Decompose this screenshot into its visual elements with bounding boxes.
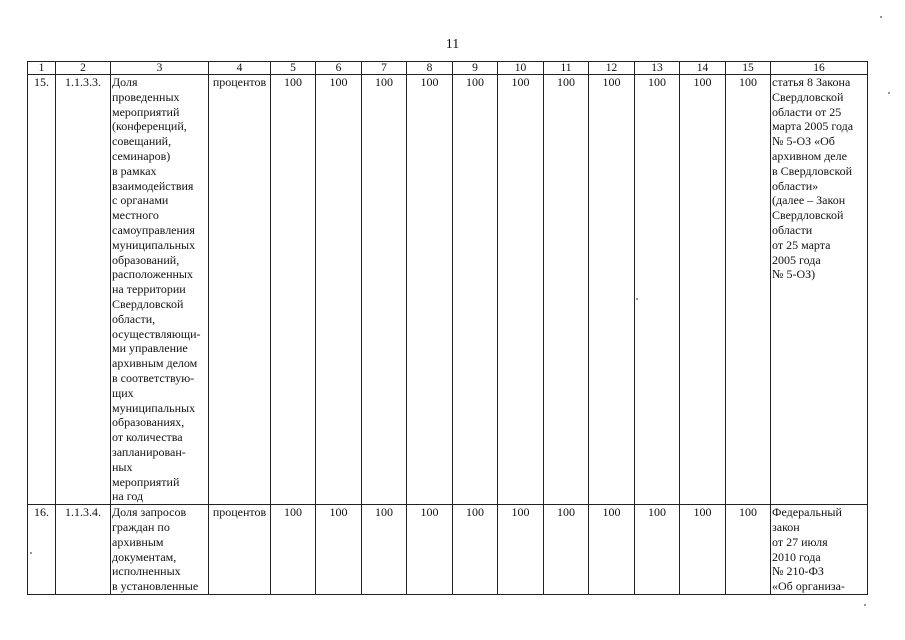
column-header: 8: [407, 62, 453, 75]
header-row: [28, 62, 868, 75]
value-cell: 100: [271, 75, 316, 505]
value-cell: 100: [726, 505, 771, 595]
scan-speck: [880, 16, 882, 18]
value-cell: 100: [498, 505, 544, 595]
value-cell: 100: [589, 75, 635, 505]
value-cell: 100: [635, 505, 680, 595]
column-header: 14: [680, 62, 726, 75]
row-code: 1.1.3.3.: [56, 75, 111, 505]
value-cell: 100: [407, 75, 453, 505]
value-cell: 100: [635, 75, 680, 505]
column-header: 11: [544, 62, 589, 75]
column-header: 3: [111, 62, 209, 75]
column-header: 12: [589, 62, 635, 75]
unit-cell: процентов: [209, 505, 271, 595]
value-cell: 100: [362, 75, 407, 505]
legal-basis: статья 8 Закона Свердловской области от 25 марта 2005 года № 5-ОЗ «Об архивном деле в Свердловской области» (далее – Закон Свердловской области от 25 марта 2005 года № 5-ОЗ): [771, 75, 868, 505]
value-cell: 100: [589, 505, 635, 595]
indicator-name: Доля запросов граждан по архивным документам, исполненных в установленные: [111, 505, 209, 595]
table-row: [28, 505, 868, 595]
column-header: 4: [209, 62, 271, 75]
value-cell: 100: [544, 505, 589, 595]
value-cell: 100: [362, 505, 407, 595]
scan-speck: [864, 604, 866, 606]
scan-speck: [30, 552, 32, 554]
value-cell: 100: [680, 75, 726, 505]
column-header: 16: [771, 62, 868, 75]
table-row: [28, 75, 868, 505]
value-cell: 100: [453, 75, 498, 505]
row-number: 15.: [28, 75, 56, 505]
column-header: 15: [726, 62, 771, 75]
column-header: 5: [271, 62, 316, 75]
row-number: 16.: [28, 505, 56, 595]
value-cell: 100: [407, 505, 453, 595]
value-cell: 100: [544, 75, 589, 505]
indicator-table: [27, 61, 868, 595]
value-cell: 100: [316, 75, 362, 505]
column-header: 1: [28, 62, 56, 75]
row-code: 1.1.3.4.: [56, 505, 111, 595]
value-cell: 100: [726, 75, 771, 505]
column-header: 2: [56, 62, 111, 75]
value-cell: 100: [498, 75, 544, 505]
column-header: 9: [453, 62, 498, 75]
legal-basis: Федеральный закон от 27 июля 2010 года № 210-ФЗ «Об организа-: [771, 505, 868, 595]
value-cell: 100: [680, 505, 726, 595]
value-cell: 100: [316, 505, 362, 595]
value-cell: 100: [271, 505, 316, 595]
value-cell: 100: [453, 505, 498, 595]
column-header: 7: [362, 62, 407, 75]
scan-speck: [888, 92, 890, 94]
page-number: 11: [445, 37, 460, 52]
scan-speck: [636, 298, 638, 300]
column-header: 13: [635, 62, 680, 75]
column-header: 10: [498, 62, 544, 75]
indicator-name: Доля проведенных мероприятий (конференций, совещаний, семинаров) в рамках взаимодействия с органами местного самоуправления муниципальных образований, расположенных на территории Свердловской области, осуществляющи- ми управление архивным делом в соответствую- щих муниципальных образованиях, от количества запланирован- ных мероприятий на год: [111, 75, 209, 505]
unit-cell: процентов: [209, 75, 271, 505]
column-header: 6: [316, 62, 362, 75]
